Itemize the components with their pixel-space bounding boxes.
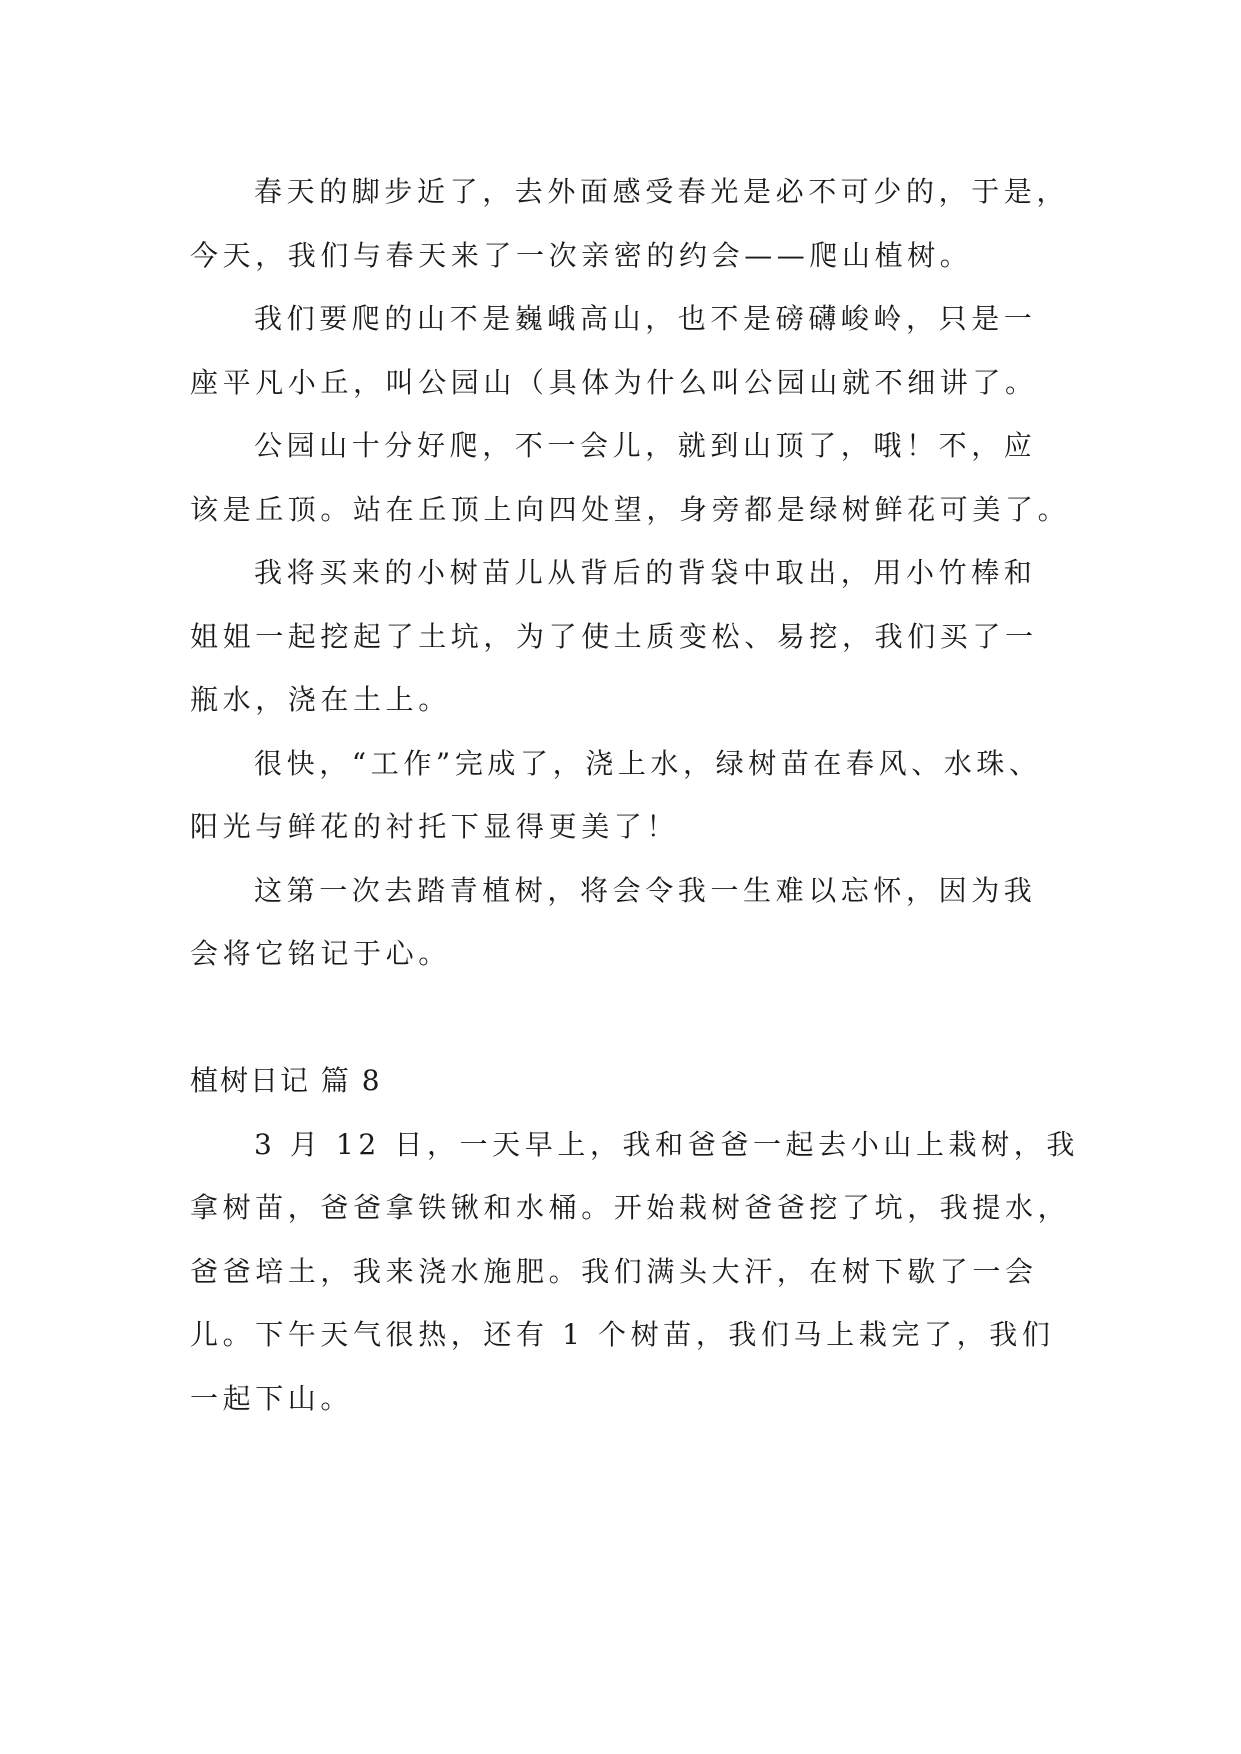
text-line: 该是丘顶。站在丘顶上向四处望，身旁都是绿树鲜花可美了。 <box>190 492 1071 526</box>
paragraph <box>190 160 1070 287</box>
text-line: 爸爸培土，我来浇水施肥。我们满头大汗，在树下歇了一会 <box>190 1254 1038 1288</box>
text-line: 我将买来的小树苗儿从背后的背袋中取出，用小竹棒和 <box>254 556 1037 589</box>
text-line: 很快，“工作”完成了，浇上水，绿树苗在春风、水珠、 <box>254 746 1042 780</box>
blank-line <box>190 986 1070 1050</box>
paragraph <box>190 859 1070 986</box>
paragraph <box>190 414 1070 541</box>
text-line: 座平凡小丘，叫公园山（具体为什么叫公园山就不细讲了。 <box>190 365 1038 399</box>
text-line: 这第一次去踏青植树，将会令我一生难以忘怀，因为我 <box>254 873 1037 907</box>
paragraph <box>190 541 1070 732</box>
paragraph <box>190 287 1070 414</box>
paragraph <box>190 1113 1079 1431</box>
text-line: 拿树苗，爸爸拿铁锹和水桶。开始栽树爸爸挖了坑，我提水， <box>190 1191 1071 1224</box>
text-line: 公园山十分好爬，不一会儿，就到山顶了，哦！不，应 <box>254 429 1037 462</box>
text-line: 今天，我们与春天来了一次亲密的约会——爬山植树。 <box>190 238 973 272</box>
text-line: 3 月 12 日，一天早上，我和爸爸一起去小山上栽树，我 <box>254 1127 1079 1161</box>
text-line: 会将它铭记于心。 <box>190 937 451 970</box>
document-body <box>190 160 1079 1430</box>
section-heading: 植树日记 篇 8 <box>190 1064 382 1097</box>
text-line: 一起下山。 <box>190 1381 354 1415</box>
text-line: 儿。下午天气很热，还有 1 个树苗，我们马上栽完了，我们 <box>190 1318 1055 1351</box>
paragraph <box>190 732 1070 859</box>
text-line: 春天的脚步近了，去外面感受春光是必不可少的，于是， <box>254 175 1070 208</box>
text-line: 我们要爬的山不是巍峨高山，也不是磅礴峻岭，只是一 <box>254 302 1037 335</box>
text-line: 瓶水，浇在土上。 <box>190 683 451 716</box>
text-line: 阳光与鲜花的衬托下显得更美了！ <box>190 810 680 843</box>
text-line: 姐姐一起挖起了土坑，为了使土质变松、易挖，我们买了一 <box>190 619 1038 653</box>
